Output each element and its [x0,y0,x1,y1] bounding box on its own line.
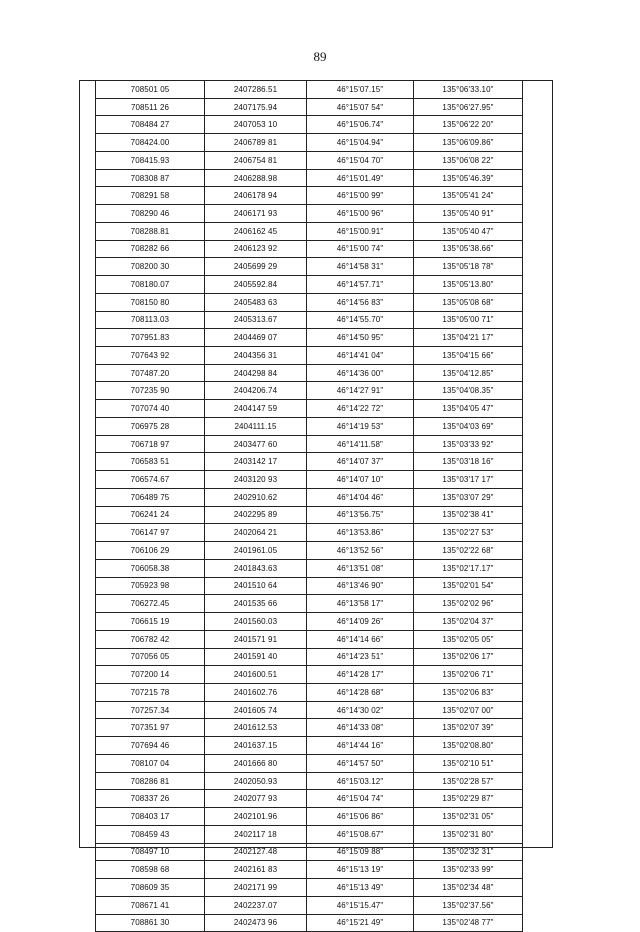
latitude-cell: 46°14'50 95" [307,329,414,347]
x-coordinate-cell: 708511 26 [96,98,205,116]
table-row [96,630,523,648]
x-coordinate-cell: 708861 30 [96,914,205,932]
y-coordinate-cell: 2403120 93 [205,471,307,489]
table-row [96,205,523,223]
latitude-cell: 46°15'06.74" [307,116,414,134]
latitude-cell: 46°14'11.58" [307,435,414,453]
longitude-cell: 135°05'08 68" [414,293,523,311]
table-row [96,258,523,276]
table-row [96,382,523,400]
latitude-cell: 46°13'51 08" [307,559,414,577]
x-coordinate-cell: 705923 98 [96,577,205,595]
x-coordinate-cell: 706574.67 [96,471,205,489]
latitude-cell: 46°15'06 86" [307,808,414,826]
x-coordinate-cell: 708288.81 [96,222,205,240]
table-row [96,329,523,347]
table-row [96,542,523,560]
longitude-cell: 135°06'08 22" [414,151,523,169]
longitude-cell: 135°02'37.56" [414,896,523,914]
table-row [96,81,523,99]
y-coordinate-cell: 2407286.51 [205,81,307,99]
x-coordinate-cell: 707643 92 [96,347,205,365]
table-row [96,134,523,152]
latitude-cell: 46°14'07 10" [307,471,414,489]
latitude-cell: 46°14'22 72" [307,400,414,418]
longitude-cell: 135°02'29 87" [414,790,523,808]
table-row [96,737,523,755]
x-coordinate-cell: 708403 17 [96,808,205,826]
table-row [96,896,523,914]
x-coordinate-cell: 707257.34 [96,701,205,719]
table-row [96,116,523,134]
coordinates-table-body [96,81,523,932]
latitude-cell: 46°15'07 54" [307,98,414,116]
y-coordinate-cell: 2401843.63 [205,559,307,577]
table-row [96,187,523,205]
x-coordinate-cell: 708459 43 [96,825,205,843]
x-coordinate-cell: 707215 78 [96,683,205,701]
x-coordinate-cell: 708497 10 [96,843,205,861]
x-coordinate-cell: 706241 24 [96,506,205,524]
table-row [96,825,523,843]
x-coordinate-cell: 706489 75 [96,488,205,506]
x-coordinate-cell: 708337 26 [96,790,205,808]
longitude-cell: 135°04'03 69" [414,417,523,435]
y-coordinate-cell: 2406162 45 [205,222,307,240]
x-coordinate-cell: 708113.03 [96,311,205,329]
x-coordinate-cell: 707487.20 [96,364,205,382]
y-coordinate-cell: 2402064 21 [205,524,307,542]
y-coordinate-cell: 2406789 81 [205,134,307,152]
y-coordinate-cell: 2404111.15 [205,417,307,435]
y-coordinate-cell: 2405699 29 [205,258,307,276]
longitude-cell: 135°02'06 71" [414,666,523,684]
x-coordinate-cell: 706782 42 [96,630,205,648]
x-coordinate-cell: 707074 40 [96,400,205,418]
y-coordinate-cell: 2404356 31 [205,347,307,365]
latitude-cell: 46°14'28 17" [307,666,414,684]
table-row [96,772,523,790]
x-coordinate-cell: 708415.93 [96,151,205,169]
longitude-cell: 135°04'08.35" [414,382,523,400]
longitude-cell: 135°02'04 37" [414,613,523,631]
table-row [96,613,523,631]
longitude-cell: 135°02'06 17" [414,648,523,666]
latitude-cell: 46°13'58 17" [307,595,414,613]
x-coordinate-cell: 706272.45 [96,595,205,613]
y-coordinate-cell: 2402077 93 [205,790,307,808]
table-row [96,879,523,897]
longitude-cell: 135°05'18 78" [414,258,523,276]
x-coordinate-cell: 706147 97 [96,524,205,542]
longitude-cell: 135°02'22 68" [414,542,523,560]
longitude-cell: 135°02'38 41" [414,506,523,524]
longitude-cell: 135°03'17 17" [414,471,523,489]
x-coordinate-cell: 708282 66 [96,240,205,258]
x-coordinate-cell: 708290 46 [96,205,205,223]
x-coordinate-cell: 708150 80 [96,293,205,311]
x-coordinate-cell: 707235 90 [96,382,205,400]
table-row [96,914,523,932]
latitude-cell: 46°15'15.47" [307,896,414,914]
latitude-cell: 46°14'41 04" [307,347,414,365]
longitude-cell: 135°02'28 57" [414,772,523,790]
y-coordinate-cell: 2401637.15 [205,737,307,755]
table-row [96,364,523,382]
longitude-cell: 135°02'31 80" [414,825,523,843]
longitude-cell: 135°03'33 92" [414,435,523,453]
table-row [96,843,523,861]
table-row [96,417,523,435]
longitude-cell: 135°04'12.85" [414,364,523,382]
x-coordinate-cell: 707951.83 [96,329,205,347]
x-coordinate-cell: 707694 46 [96,737,205,755]
y-coordinate-cell: 2402050.93 [205,772,307,790]
x-coordinate-cell: 708291 58 [96,187,205,205]
table-row [96,435,523,453]
y-coordinate-cell: 2401666 80 [205,754,307,772]
latitude-cell: 46°15'04.94" [307,134,414,152]
y-coordinate-cell: 2405313.67 [205,311,307,329]
longitude-cell: 135°06'33.10" [414,81,523,99]
latitude-cell: 46°14'57.71" [307,276,414,294]
y-coordinate-cell: 2406288.98 [205,169,307,187]
y-coordinate-cell: 2405592.84 [205,276,307,294]
latitude-cell: 46°14'14 66" [307,630,414,648]
latitude-cell: 46°14'58 31" [307,258,414,276]
latitude-cell: 46°15'13 19" [307,861,414,879]
table-row [96,790,523,808]
longitude-cell: 135°02'31 05" [414,808,523,826]
y-coordinate-cell: 2404469 07 [205,329,307,347]
table-row [96,347,523,365]
y-coordinate-cell: 2404147 59 [205,400,307,418]
y-coordinate-cell: 2401510 64 [205,577,307,595]
table-row [96,701,523,719]
table-row [96,861,523,879]
y-coordinate-cell: 2407053 10 [205,116,307,134]
table-row [96,666,523,684]
longitude-cell: 135°03'07 29" [414,488,523,506]
longitude-cell: 135°05'41 24" [414,187,523,205]
latitude-cell: 46°14'09 26" [307,613,414,631]
y-coordinate-cell: 2404206.74 [205,382,307,400]
y-coordinate-cell: 2401600.51 [205,666,307,684]
latitude-cell: 46°15'08.67" [307,825,414,843]
longitude-cell: 135°02'32 31" [414,843,523,861]
longitude-cell: 135°04'05 47" [414,400,523,418]
table-row [96,595,523,613]
x-coordinate-cell: 708609 35 [96,879,205,897]
table-row [96,683,523,701]
table-row [96,169,523,187]
longitude-cell: 135°02'08.80" [414,737,523,755]
x-coordinate-cell: 706975 28 [96,417,205,435]
latitude-cell: 46°15'04 70" [307,151,414,169]
table-row [96,559,523,577]
y-coordinate-cell: 2401602.76 [205,683,307,701]
coordinates-table [95,80,523,932]
longitude-cell: 135°06'22 20" [414,116,523,134]
x-coordinate-cell: 706615 19 [96,613,205,631]
y-coordinate-cell: 2402473 96 [205,914,307,932]
y-coordinate-cell: 2401961.05 [205,542,307,560]
latitude-cell: 46°14'57 50" [307,754,414,772]
latitude-cell: 46°14'19 53" [307,417,414,435]
table-row [96,506,523,524]
longitude-cell: 135°05'38.66" [414,240,523,258]
longitude-cell: 135°04'21 17" [414,329,523,347]
latitude-cell: 46°15'00 99" [307,187,414,205]
longitude-cell: 135°02'10 51" [414,754,523,772]
table-row [96,488,523,506]
x-coordinate-cell: 708671 41 [96,896,205,914]
table-row [96,276,523,294]
x-coordinate-cell: 708598 68 [96,861,205,879]
latitude-cell: 46°14'28 68" [307,683,414,701]
y-coordinate-cell: 2402161 83 [205,861,307,879]
longitude-cell: 135°02'17.17" [414,559,523,577]
longitude-cell: 135°05'40 47" [414,222,523,240]
table-row [96,222,523,240]
latitude-cell: 46°15'00 96" [307,205,414,223]
longitude-cell: 135°02'05 05" [414,630,523,648]
latitude-cell: 46°15'07.15" [307,81,414,99]
table-row [96,400,523,418]
latitude-cell: 46°14'30 02" [307,701,414,719]
longitude-cell: 135°06'09.86" [414,134,523,152]
table-row [96,524,523,542]
latitude-cell: 46°15'13 49" [307,879,414,897]
latitude-cell: 46°15'03.12" [307,772,414,790]
x-coordinate-cell: 706718 97 [96,435,205,453]
table-row [96,453,523,471]
y-coordinate-cell: 2402127.48 [205,843,307,861]
x-coordinate-cell: 708424.00 [96,134,205,152]
x-coordinate-cell: 708484 27 [96,116,205,134]
y-coordinate-cell: 2406171 93 [205,205,307,223]
longitude-cell: 135°04'15 66" [414,347,523,365]
y-coordinate-cell: 2403142 17 [205,453,307,471]
latitude-cell: 46°13'53.86" [307,524,414,542]
latitude-cell: 46°15'21 49" [307,914,414,932]
table-row [96,577,523,595]
longitude-cell: 135°02'07 00" [414,701,523,719]
y-coordinate-cell: 2406754 81 [205,151,307,169]
page-number: 89 [313,49,327,64]
x-coordinate-cell: 708200 30 [96,258,205,276]
y-coordinate-cell: 2406123 92 [205,240,307,258]
table-row [96,98,523,116]
latitude-cell: 46°15'01.49" [307,169,414,187]
longitude-cell: 135°02'34 48" [414,879,523,897]
y-coordinate-cell: 2405483 63 [205,293,307,311]
y-coordinate-cell: 2407175.94 [205,98,307,116]
y-coordinate-cell: 2403477 60 [205,435,307,453]
y-coordinate-cell: 2402117 18 [205,825,307,843]
table-row [96,808,523,826]
longitude-cell: 135°03'18 16" [414,453,523,471]
latitude-cell: 46°14'07 37" [307,453,414,471]
table-row [96,754,523,772]
latitude-cell: 46°14'55.70" [307,311,414,329]
y-coordinate-cell: 2402171 99 [205,879,307,897]
latitude-cell: 46°15'09 88" [307,843,414,861]
x-coordinate-cell: 706583 51 [96,453,205,471]
y-coordinate-cell: 2406178 94 [205,187,307,205]
latitude-cell: 46°13'56.75" [307,506,414,524]
latitude-cell: 46°14'56 83" [307,293,414,311]
latitude-cell: 46°15'00.91" [307,222,414,240]
x-coordinate-cell: 706058.38 [96,559,205,577]
latitude-cell: 46°15'04 74" [307,790,414,808]
longitude-cell: 135°05'00 71" [414,311,523,329]
longitude-cell: 135°02'07 39" [414,719,523,737]
longitude-cell: 135°02'02 96" [414,595,523,613]
latitude-cell: 46°13'52 56" [307,542,414,560]
table-row [96,648,523,666]
longitude-cell: 135°06'27.95" [414,98,523,116]
latitude-cell: 46°14'33 08" [307,719,414,737]
latitude-cell: 46°13'46 90" [307,577,414,595]
table-row [96,311,523,329]
latitude-cell: 46°14'44 16" [307,737,414,755]
longitude-cell: 135°02'01 54" [414,577,523,595]
table-row [96,240,523,258]
y-coordinate-cell: 2402295 89 [205,506,307,524]
longitude-cell: 135°02'06 83" [414,683,523,701]
table-row [96,151,523,169]
longitude-cell: 135°05'46.39" [414,169,523,187]
x-coordinate-cell: 707056 05 [96,648,205,666]
table-row [96,293,523,311]
x-coordinate-cell: 708107 04 [96,754,205,772]
y-coordinate-cell: 2401612.53 [205,719,307,737]
latitude-cell: 46°14'23 51" [307,648,414,666]
longitude-cell: 135°02'27 53" [414,524,523,542]
y-coordinate-cell: 2401535 66 [205,595,307,613]
longitude-cell: 135°05'40 91" [414,205,523,223]
x-coordinate-cell: 708501 05 [96,81,205,99]
latitude-cell: 46°14'27 91" [307,382,414,400]
table-row [96,471,523,489]
latitude-cell: 46°14'04 46" [307,488,414,506]
latitude-cell: 46°14'36 00" [307,364,414,382]
table-row [96,719,523,737]
longitude-cell: 135°02'48 77" [414,914,523,932]
x-coordinate-cell: 708308 87 [96,169,205,187]
longitude-cell: 135°02'33 99" [414,861,523,879]
x-coordinate-cell: 707200 14 [96,666,205,684]
y-coordinate-cell: 2401605 74 [205,701,307,719]
y-coordinate-cell: 2401571 91 [205,630,307,648]
y-coordinate-cell: 2402101.96 [205,808,307,826]
x-coordinate-cell: 708180.07 [96,276,205,294]
x-coordinate-cell: 708286 81 [96,772,205,790]
y-coordinate-cell: 2402237.07 [205,896,307,914]
y-coordinate-cell: 2401591 40 [205,648,307,666]
y-coordinate-cell: 2401560.03 [205,613,307,631]
y-coordinate-cell: 2402910.62 [205,488,307,506]
x-coordinate-cell: 707351 97 [96,719,205,737]
latitude-cell: 46°15'00 74" [307,240,414,258]
longitude-cell: 135°05'13.80" [414,276,523,294]
y-coordinate-cell: 2404298 84 [205,364,307,382]
x-coordinate-cell: 706106 29 [96,542,205,560]
